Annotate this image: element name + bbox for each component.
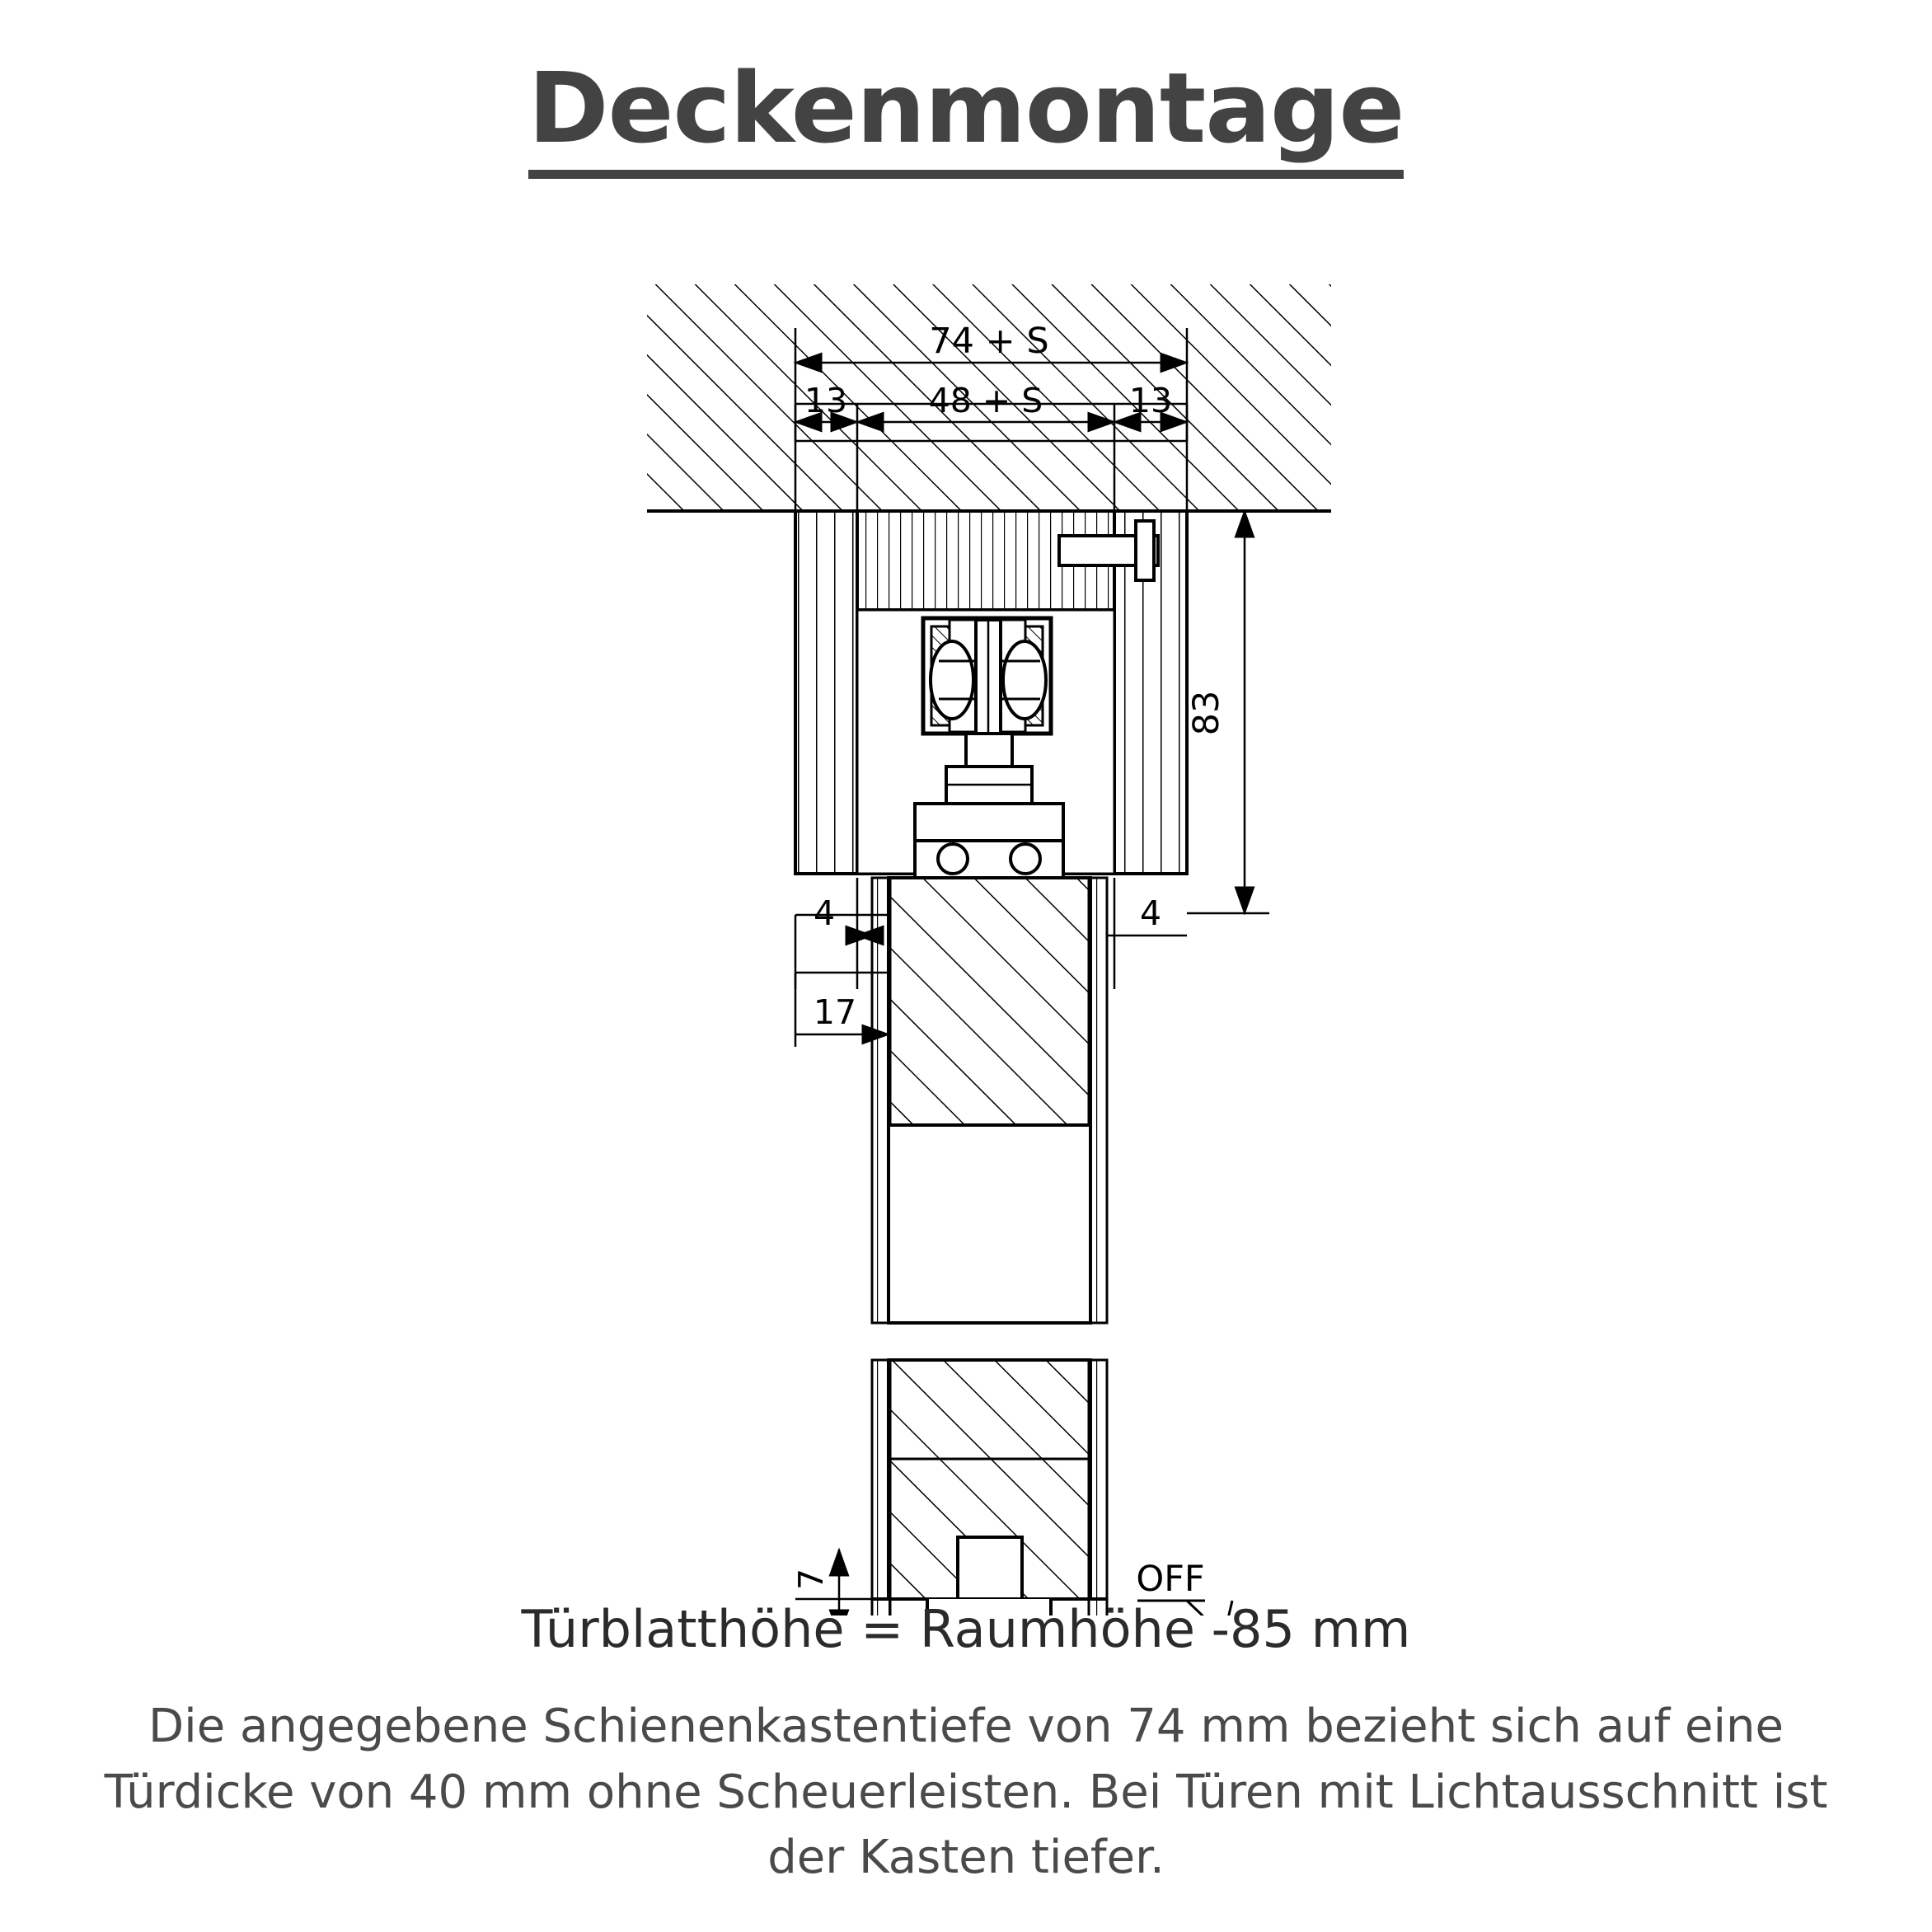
svg-text:7: 7 <box>791 1568 831 1591</box>
svg-text:48 + S: 48 + S <box>928 381 1043 420</box>
door-leaf-upper <box>872 878 1107 1323</box>
drawing-caption: Türblatthöhe = Raumhöhe -85 mm <box>521 1599 1411 1659</box>
page-title <box>0 51 1932 165</box>
svg-text:74 + S: 74 + S <box>929 321 1049 362</box>
svg-text:83: 83 <box>1186 690 1227 736</box>
footnote-text: Die angegebene Schienenkastentiefe von 74 mm bezieht sich auf eine Türdicke von 40 mm ohne Scheuerleisten. Bei Türen mit Lichtausschnitt ist der Kasten tiefer. <box>104 1700 1828 1885</box>
svg-text:13: 13 <box>804 381 848 420</box>
dimension-83 <box>1186 511 1269 913</box>
svg-text:17: 17 <box>813 992 857 1032</box>
technical-drawing <box>0 264 1932 1615</box>
svg-text:OFF: OFF <box>1136 1559 1205 1600</box>
page-title-text: Deckenmontage <box>528 51 1404 179</box>
svg-text:4: 4 <box>1139 893 1162 933</box>
svg-text:4: 4 <box>813 893 836 933</box>
door-leaf-lower <box>872 1360 1107 1615</box>
carrier-plate <box>915 804 1063 878</box>
svg-text:13: 13 <box>1128 381 1173 420</box>
running-rail-profile <box>923 618 1051 742</box>
